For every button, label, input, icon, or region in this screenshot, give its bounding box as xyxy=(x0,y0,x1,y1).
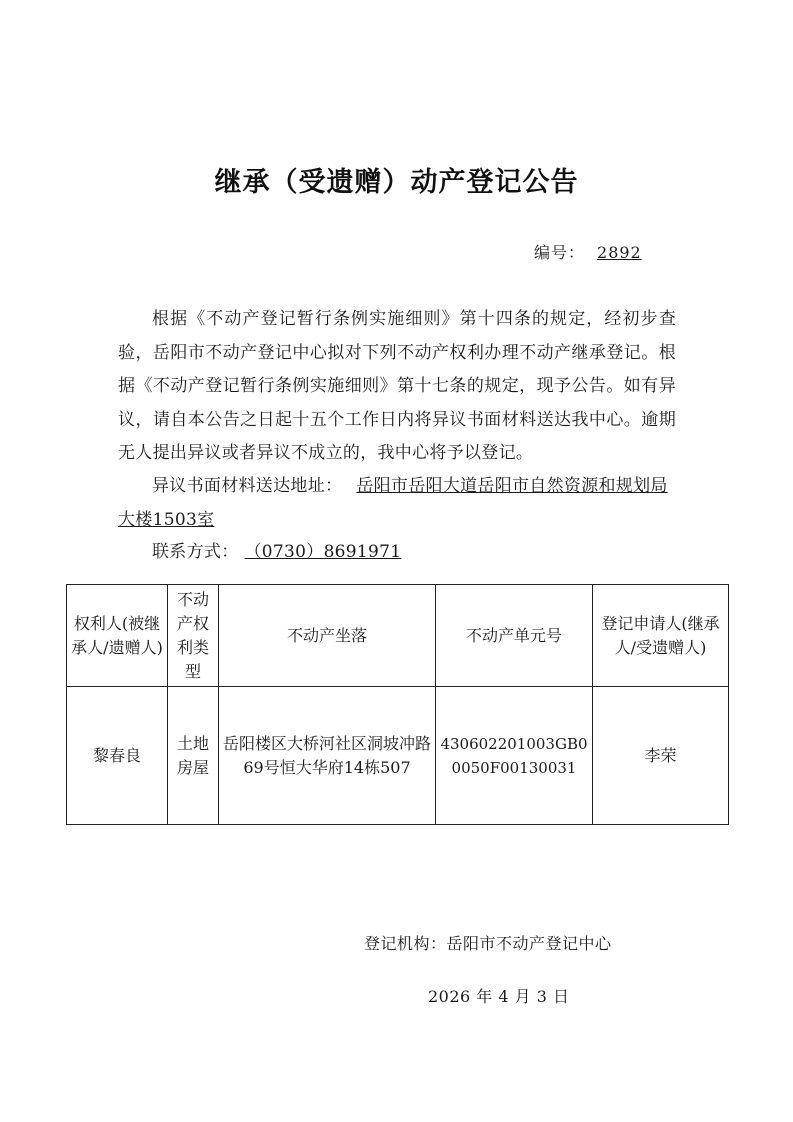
header-owner: 权利人(被继承人/遗赠人) xyxy=(67,585,168,687)
cell-right-type: 土地房屋 xyxy=(168,687,219,825)
header-location: 不动产坐落 xyxy=(219,585,436,687)
objection-address xyxy=(118,470,676,537)
notice-title: 继承（受遗赠）动产登记公告 xyxy=(214,167,579,198)
cell-unit-number: 430602201003GB00050F00130031 xyxy=(436,687,593,825)
serial-value: 2892 xyxy=(597,243,642,262)
header-applicant: 登记申请人(继承人/受遗赠人) xyxy=(593,585,729,687)
notice-date: 2026 年 4 月 3 日 xyxy=(428,987,570,1006)
contact-value: （0730）8691971 xyxy=(244,542,402,562)
serial-number xyxy=(534,240,642,263)
cell-location: 岳阳楼区大桥河社区洞坡冲路69号恒大华府14栋507 xyxy=(219,687,436,825)
cell-applicant: 李荣 xyxy=(593,687,729,825)
header-unit-number: 不动产单元号 xyxy=(436,585,593,687)
contact-info xyxy=(152,536,401,570)
registration-org: 登记机构：岳阳市不动产登记中心 xyxy=(364,934,612,953)
registration-table xyxy=(66,584,729,825)
cell-owner: 黎春良 xyxy=(67,687,168,825)
table-row xyxy=(67,687,729,825)
header-right-type: 不动产权利类型 xyxy=(168,585,219,687)
table-header-row xyxy=(67,585,729,687)
objection-address-value: 岳阳市岳阳大道岳阳市自然资源和规划局大楼1503室 xyxy=(118,476,668,530)
contact-label: 联系方式： xyxy=(152,542,239,562)
body-paragraph: 根据《不动产登记暂行条例实施细则》第十四条的规定，经初步查验，岳阳市不动产登记中心拟对下列不动产权利办理不动产继承登记。根据《不动产登记暂行条例实施细则》第十七条的规定，现予公告。如有异议，请自本公告之日起十五个工作日内将异议书面材料送达我中心。逾期无人提出异议或者异议不成立的，我中心将予以登记。 xyxy=(118,309,676,463)
objection-address-label: 异议书面材料送达地址： xyxy=(152,476,343,496)
serial-label: 编号： xyxy=(534,243,586,262)
